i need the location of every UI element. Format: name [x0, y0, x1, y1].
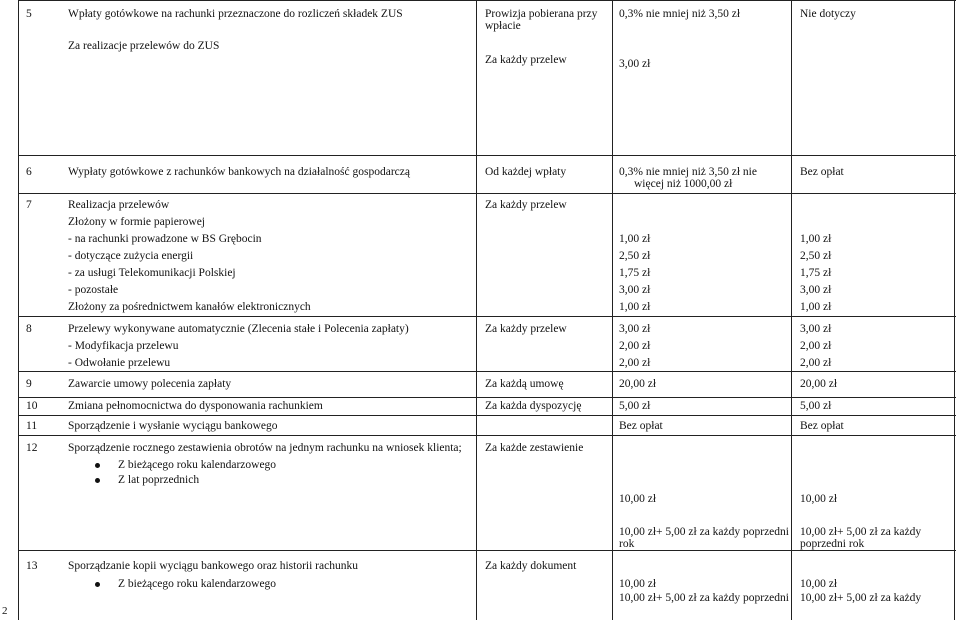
- row-fee-alt: 2,00 zł: [800, 340, 832, 352]
- row-number: 7: [26, 199, 32, 211]
- row-fee-alt: 2,00 zł: [800, 357, 832, 369]
- row-fee: 2,50 zł: [619, 250, 651, 262]
- row-fee: 0,3% nie mniej niż 3,50 zł: [619, 8, 741, 20]
- row-number: 8: [26, 323, 32, 335]
- row-fee-alt: poprzedni rok: [800, 538, 865, 550]
- row-basis: Za każdy przelew: [485, 199, 567, 211]
- row-fee: 20,00 zł: [619, 378, 657, 390]
- row-fee-alt: 3,00 zł: [800, 284, 832, 296]
- row-basis: Od każdej wpłaty: [485, 166, 567, 178]
- row-description: Z bieżącego roku kalendarzowego: [118, 459, 277, 471]
- row-fee: 5,00 zł: [619, 400, 651, 412]
- row-fee: 1,75 zł: [619, 267, 651, 279]
- row-description: Sporządzanie kopii wyciągu bankowego oraz historii rachunku: [68, 560, 358, 572]
- row-fee-alt: Nie dotyczy: [800, 8, 856, 20]
- row-divider: [18, 316, 956, 317]
- row-description: - Odwołanie przelewu: [68, 357, 171, 369]
- row-fee-alt: Bez opłat: [800, 166, 844, 178]
- row-basis: Za każdy przelew: [485, 323, 567, 335]
- bullet-icon: [95, 582, 100, 587]
- row-fee-alt: 1,00 zł: [800, 233, 832, 245]
- row-fee: 3,00 zł: [619, 58, 651, 70]
- row-fee: więcej niż 1000,00 zł: [634, 178, 733, 190]
- page-number: 2: [2, 605, 8, 617]
- row-divider: [18, 0, 956, 1]
- bullet-icon: [95, 463, 100, 468]
- row-description: Wypłaty gotówkowe z rachunków bankowych na działalność gospodarczą: [68, 166, 410, 178]
- row-number: 11: [26, 420, 38, 432]
- row-fee-alt: 10,00 zł+ 5,00 zł za każdy: [800, 592, 922, 604]
- row-fee: rok: [619, 538, 635, 550]
- row-description: Z lat poprzednich: [118, 474, 200, 486]
- row-divider: [18, 415, 956, 416]
- row-description: Sporządzenie rocznego zestawienia obrotów na jednym rachunku na wniosek klienta;: [68, 442, 462, 454]
- bullet-icon: [95, 478, 100, 483]
- row-description: - dotyczące zużycia energii: [68, 250, 194, 262]
- row-number: 6: [26, 166, 32, 178]
- row-basis: Prowizja pobierana przy: [485, 8, 598, 20]
- row-divider: [18, 397, 956, 398]
- row-number: 13: [26, 560, 38, 572]
- row-fee-alt: 10,00 zł: [800, 578, 838, 590]
- row-fee: 2,00 zł: [619, 340, 651, 352]
- row-fee-alt: 3,00 zł: [800, 323, 832, 335]
- row-basis: Za każde zestawienie: [485, 442, 584, 454]
- row-description: - na rachunki prowadzone w BS Grębocin: [68, 233, 262, 245]
- row-fee: 1,00 zł: [619, 301, 651, 313]
- row-description: Zmiana pełnomocnictwa do dysponowania rachunkiem: [68, 400, 323, 412]
- table-border-right: [954, 0, 955, 620]
- row-fee-alt: 10,00 zł+ 5,00 zł za każdy: [800, 526, 922, 538]
- row-fee: Bez opłat: [619, 420, 663, 432]
- row-number: 5: [26, 8, 32, 20]
- row-fee: 10,00 zł+ 5,00 zł za każdy poprzedni: [619, 592, 789, 604]
- row-description: Z bieżącego roku kalendarzowego: [118, 578, 277, 590]
- row-fee-alt: 5,00 zł: [800, 400, 832, 412]
- row-description: Wpłaty gotówkowe na rachunki przeznaczone do rozliczeń składek ZUS: [68, 8, 403, 20]
- column-divider: [791, 0, 792, 620]
- row-divider: [18, 435, 956, 436]
- row-fee: 3,00 zł: [619, 284, 651, 296]
- row-basis: Za każdą umowę: [485, 378, 564, 390]
- row-divider: [18, 193, 956, 194]
- column-divider: [612, 0, 613, 620]
- row-fee: 10,00 zł: [619, 493, 657, 505]
- row-description: Przelewy wykonywane automatycznie (Zlecenia stałe i Polecenia zapłaty): [68, 323, 409, 335]
- row-fee: 3,00 zł: [619, 323, 651, 335]
- table-border-left: [18, 0, 19, 620]
- row-basis: wpłacie: [485, 20, 521, 32]
- row-description: Realizacja przelewów: [68, 199, 170, 211]
- row-number: 12: [26, 442, 38, 454]
- row-fee: 10,00 zł: [619, 578, 657, 590]
- row-fee-alt: Bez opłat: [800, 420, 844, 432]
- row-description: Złożony w formie papierowej: [68, 216, 205, 228]
- row-fee-alt: 1,00 zł: [800, 301, 832, 313]
- column-divider: [476, 0, 477, 620]
- row-basis: Za każdy dokument: [485, 560, 577, 572]
- row-fee-alt: 2,50 zł: [800, 250, 832, 262]
- row-fee: 1,00 zł: [619, 233, 651, 245]
- row-fee: 10,00 zł+ 5,00 zł za każdy poprzedni: [619, 526, 789, 538]
- fee-table: [18, 0, 956, 620]
- row-description: Sporządzenie i wysłanie wyciągu bankowego: [68, 420, 278, 432]
- row-description: Za realizacje przelewów do ZUS: [68, 40, 220, 52]
- row-description: - pozostałe: [68, 284, 119, 296]
- row-basis: Za każda dyspozycję: [485, 400, 582, 412]
- row-number: 10: [26, 400, 38, 412]
- row-basis: Za każdy przelew: [485, 54, 567, 66]
- row-description: - Modyfikacja przelewu: [68, 340, 179, 352]
- row-fee: 2,00 zł: [619, 357, 651, 369]
- row-fee: 0,3% nie mniej niż 3,50 zł nie: [619, 166, 757, 178]
- row-divider: [18, 155, 956, 156]
- row-fee-alt: 20,00 zł: [800, 378, 838, 390]
- row-divider: [18, 371, 956, 372]
- row-description: Złożony za pośrednictwem kanałów elektronicznych: [68, 301, 311, 313]
- row-fee-alt: 1,75 zł: [800, 267, 832, 279]
- row-description: - za usługi Telekomunikacji Polskiej: [68, 267, 236, 279]
- row-number: 9: [26, 378, 32, 390]
- row-fee-alt: 10,00 zł: [800, 493, 838, 505]
- row-description: Zawarcie umowy polecenia zapłaty: [68, 378, 232, 390]
